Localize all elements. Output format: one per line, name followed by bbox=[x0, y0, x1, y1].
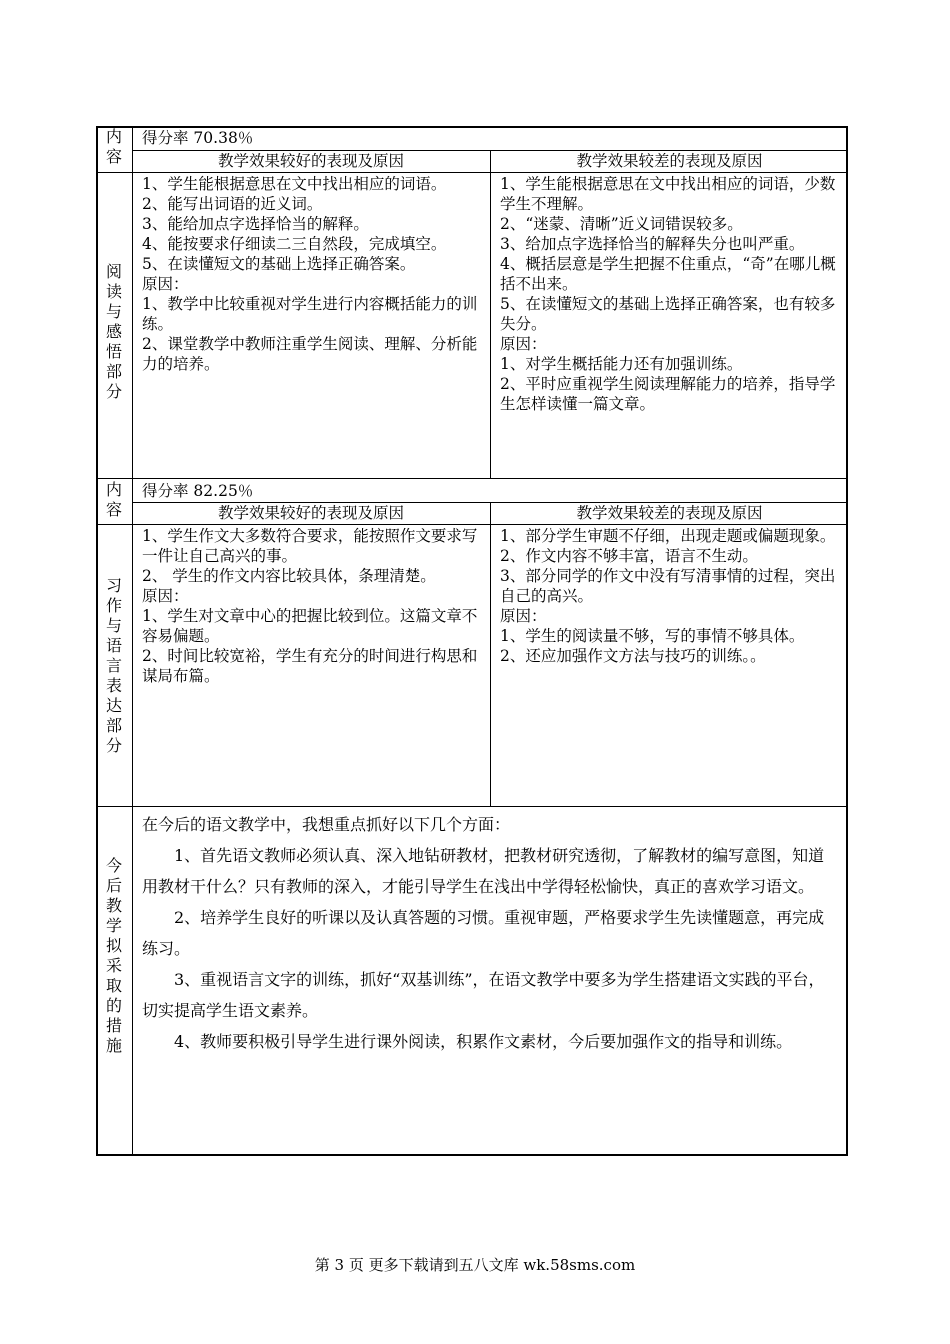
list-item: 3、能给加点字选择恰当的解释。 bbox=[142, 215, 369, 233]
list-item: 原因： bbox=[500, 607, 547, 625]
list-item: 原因： bbox=[500, 335, 547, 353]
side-label-text: 今 后 教 学 拟 采 取 的 措 施 bbox=[105, 856, 122, 1055]
side-label-text: 习 作 与 语 言 表 达 部 分 bbox=[105, 576, 122, 755]
row-divider bbox=[96, 524, 848, 525]
list-item: 2、还应加强作文方法与技巧的训练。。 bbox=[500, 647, 766, 665]
list-item: 原因： bbox=[142, 275, 189, 293]
column-divider bbox=[490, 150, 491, 478]
good-header: 教学效果较好的表现及原因 bbox=[217, 504, 404, 522]
paragraph: 4、教师要积极引导学生进行课外阅读，积累作文素材，今后要加强作文的指导和训练。 bbox=[174, 1032, 793, 1051]
content-label-text: 内 容 bbox=[105, 127, 122, 166]
list-item: 1、对学生概括能力还有加强训练。 bbox=[500, 355, 743, 373]
paragraph: 在今后的语文教学中，我想重点抓好以下几个方面： bbox=[142, 815, 511, 834]
column-divider bbox=[132, 126, 133, 1156]
list-item: 2、作文内容不够丰富，语言不生动。 bbox=[500, 547, 758, 565]
score-rate: 得分率 82.25％ bbox=[142, 482, 254, 500]
list-item: 1、学生能根据意思在文中找出相应的词语。 bbox=[142, 175, 447, 193]
list-item: 1、学生能根据意思在文中找出相应的词语，少数学生不理解。 bbox=[500, 175, 836, 213]
bad-header: 教学效果较差的表现及原因 bbox=[576, 504, 763, 522]
score-rate: 得分率 70.38％ bbox=[142, 129, 254, 147]
list-item: 4、能按要求仔细读二三自然段，完成填空。 bbox=[142, 235, 447, 253]
list-item: 2、 学生的作文内容比较具体，条理清楚。 bbox=[142, 567, 436, 585]
list-item: 4、概括层意是学生把握不住重点，“奇”在哪儿概括不出来。 bbox=[500, 255, 836, 293]
measures-text bbox=[142, 809, 840, 1057]
row-divider bbox=[96, 478, 848, 479]
list-item: 3、给加点字选择恰当的解释失分也叫严重。 bbox=[500, 235, 805, 253]
list-item: 2、能写出词语的近义词。 bbox=[142, 195, 323, 213]
column-divider bbox=[490, 502, 491, 806]
list-item: 原因： bbox=[142, 587, 189, 605]
list-item: 2、“迷蒙、清晰”近义词错误较多。 bbox=[500, 215, 743, 233]
list-item: 1、学生作文大多数符合要求，能按照作文要求写一件让自己高兴的事。 bbox=[142, 527, 478, 565]
list-item: 3、部分同学的作文中没有写清事情的过程，突出自己的高兴。 bbox=[500, 567, 836, 605]
bad-list-writing bbox=[500, 526, 840, 666]
list-item: 2、课堂教学中教师注重学生阅读、理解、分析能力的培养。 bbox=[142, 335, 478, 373]
list-item: 2、时间比较宽裕，学生有充分的时间进行构思和谋局布篇。 bbox=[142, 647, 478, 685]
list-item: 5、在读懂短文的基础上选择正确答案。 bbox=[142, 255, 416, 273]
row-divider bbox=[96, 806, 848, 807]
side-label-writing bbox=[96, 576, 132, 756]
content-label-text: 内 容 bbox=[105, 480, 122, 519]
side-label-text: 阅 读 与 感 悟 部 分 bbox=[105, 262, 122, 401]
evaluation-table bbox=[96, 126, 848, 1156]
list-item: 1、教学中比较重视对学生进行内容概括能力的训练。 bbox=[142, 295, 478, 333]
good-header: 教学效果较好的表现及原因 bbox=[217, 152, 404, 170]
list-item: 1、学生对文章中心的把握比较到位。这篇文章不容易偏题。 bbox=[142, 607, 478, 645]
content-label bbox=[96, 480, 132, 520]
page-footer: 第 3 页 更多下载请到五八文库 wk.58sms.com bbox=[314, 1256, 636, 1274]
bad-list-reading bbox=[500, 174, 840, 414]
paragraph: 2、培养学生良好的听课以及认真答题的习惯。重视审题，严格要求学生先读懂题意，再完成练习。 bbox=[142, 908, 825, 958]
paragraph: 3、重视语言文字的训练，抓好“双基训练”，在语文教学中要多为学生搭建语文实践的平台，切实提高学生语文素养。 bbox=[142, 970, 825, 1020]
side-label-reading bbox=[96, 262, 132, 402]
row-divider bbox=[96, 172, 848, 173]
good-list-writing bbox=[142, 526, 484, 686]
list-item: 5、在读懂短文的基础上选择正确答案，也有较多失分。 bbox=[500, 295, 836, 333]
list-item: 1、学生的阅读量不够，写的事情不够具体。 bbox=[500, 627, 805, 645]
list-item: 2、平时应重视学生阅读理解能力的培养，指导学生怎样读懂一篇文章。 bbox=[500, 375, 836, 413]
content-label bbox=[96, 127, 132, 167]
bad-header: 教学效果较差的表现及原因 bbox=[576, 152, 763, 170]
side-label-measures bbox=[96, 856, 132, 1056]
list-item: 1、部分学生审题不仔细，出现走题或偏题现象。 bbox=[500, 527, 836, 545]
good-list-reading bbox=[142, 174, 484, 374]
paragraph: 1、首先语文教师必须认真、深入地钻研教材，把教材研究透彻，了解教材的编写意图，知道用教材干什么？只有教师的深入，才能引导学生在浅出中学得轻松愉快，真正的喜欢学习语文。 bbox=[142, 846, 825, 896]
